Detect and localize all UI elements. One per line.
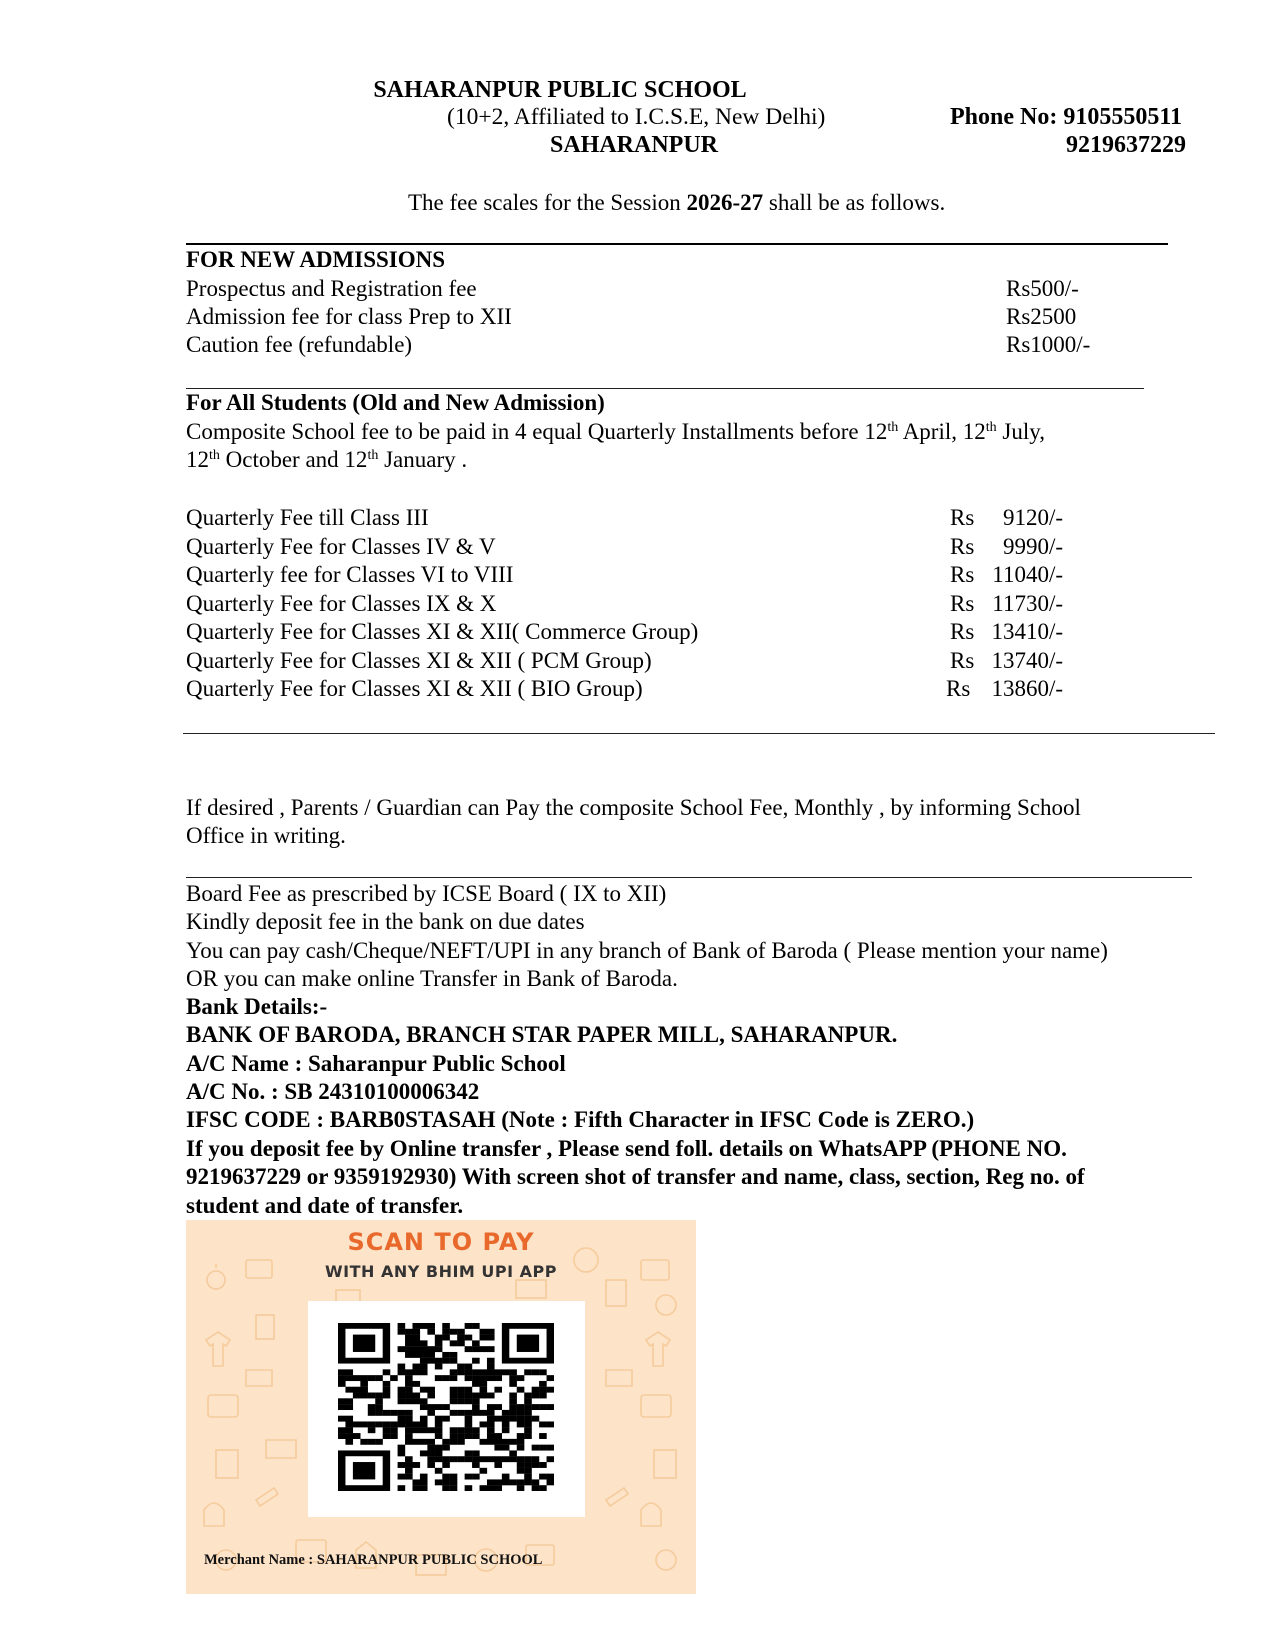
whatsapp-note-line-1: If you deposit fee by Online transfer , Please send foll. details on WhatsAPP (PHONE NO. bbox=[186, 1136, 1067, 1161]
quarterly-fee-label: Quarterly Fee for Classes XI & XII( Commerce Group) bbox=[186, 619, 699, 644]
ifsc-code: IFSC CODE : BARB0STASAH (Note : Fifth Character in IFSC Code is ZERO.) bbox=[186, 1107, 975, 1132]
bank-details-heading: Bank Details:- bbox=[186, 994, 328, 1019]
account-number: A/C No. : SB 24310100006342 bbox=[186, 1079, 480, 1104]
school-city: SAHARANPUR bbox=[550, 132, 718, 158]
bhim-upi-subtitle: WITH ANY BHIM UPI APP bbox=[324, 1262, 557, 1281]
ordinal-suffix: th bbox=[367, 448, 379, 463]
whatsapp-note-line-3: student and date of transfer. bbox=[186, 1193, 464, 1218]
whatsapp-note-line-2: 9219637229 or 9359192930) With screen shot of transfer and name, class, section, Reg no. of bbox=[186, 1164, 1085, 1189]
divider-top bbox=[186, 243, 1168, 245]
fee-amount: Rs500/- bbox=[1006, 276, 1079, 301]
qr-code-icon[interactable] bbox=[338, 1323, 554, 1491]
quarterly-fee-amount: 13860/- bbox=[991, 676, 1063, 701]
bank-branch: BANK OF BARODA, BRANCH STAR PAPER MILL, SAHARANPUR. bbox=[186, 1022, 898, 1047]
monthly-note-line-2: Office in writing. bbox=[186, 823, 346, 848]
quarterly-fee-label: Quarterly fee for Classes VI to VIII bbox=[186, 562, 514, 587]
account-name: A/C Name : Saharanpur Public School bbox=[186, 1051, 566, 1076]
quarterly-fee-label: Quarterly Fee for Classes XI & XII ( PCM Group) bbox=[186, 647, 652, 673]
phone-number-secondary: 9219637229 bbox=[1066, 132, 1186, 158]
quarterly-fee-currency: Rs bbox=[950, 647, 975, 673]
fee-label: Admission fee for class Prep to XII bbox=[186, 304, 512, 329]
quarterly-fee-label: Quarterly Fee for Classes XI & XII ( BIO Group) bbox=[186, 676, 643, 701]
quarterly-fee-currency: Rs bbox=[946, 676, 971, 701]
monthly-note-line-1: If desired , Parents / Guardian can Pay the composite School Fee, Monthly , by informing School bbox=[186, 795, 1081, 820]
installment-text: 12 bbox=[186, 447, 209, 472]
school-name: SAHARANPUR PUBLIC SCHOOL bbox=[373, 77, 747, 103]
school-affiliation: (10+2, Affiliated to I.C.S.E, New Delhi) bbox=[447, 104, 826, 130]
ordinal-suffix: th bbox=[985, 420, 997, 435]
fee-amount: Rs1000/- bbox=[1006, 332, 1091, 357]
quarterly-fee-label: Quarterly Fee till Class III bbox=[186, 505, 429, 530]
installment-note-line-2 bbox=[186, 446, 467, 474]
quarterly-fee-amount: 9990/- bbox=[1002, 533, 1063, 559]
ordinal-suffix: th bbox=[209, 448, 220, 463]
divider-quarterly bbox=[183, 733, 1215, 734]
scan-to-pay-title: SCAN TO PAY bbox=[347, 1228, 535, 1256]
quarterly-fee-label: Quarterly Fee for Classes IX & X bbox=[186, 590, 497, 616]
installment-text: January . bbox=[378, 447, 468, 472]
installment-text: July, bbox=[996, 419, 1045, 444]
divider-monthly bbox=[186, 877, 1192, 878]
installment-text: Composite School fee to be paid in 4 equal Quarterly Installments before 12 bbox=[186, 419, 888, 444]
new-admissions-heading: FOR NEW ADMISSIONS bbox=[186, 247, 446, 272]
quarterly-fee-amount: 9120/- bbox=[1002, 505, 1063, 530]
quarterly-fee-currency: Rs bbox=[950, 590, 975, 616]
installment-text: October and 12 bbox=[219, 447, 368, 472]
upi-qr-card bbox=[186, 1220, 696, 1594]
session-intro bbox=[408, 189, 945, 217]
board-fee-note: Board Fee as prescribed by ICSE Board ( IX to XII) bbox=[186, 881, 667, 906]
all-students-heading: For All Students (Old and New Admission) bbox=[186, 390, 605, 415]
deposit-note: Kindly deposit fee in the bank on due dates bbox=[186, 909, 585, 934]
quarterly-fee-amount: 13410/- bbox=[991, 619, 1063, 644]
quarterly-fee-currency: Rs bbox=[950, 533, 975, 559]
qr-code-frame bbox=[308, 1301, 585, 1517]
online-transfer-note: OR you can make online Transfer in Bank of Baroda. bbox=[186, 966, 678, 991]
fee-label: Prospectus and Registration fee bbox=[186, 276, 477, 301]
quarterly-fee-currency: Rs bbox=[950, 562, 975, 587]
installment-text: April, 12 bbox=[898, 419, 986, 444]
intro-prefix: The fee scales for the Session bbox=[408, 190, 687, 215]
phone-number-primary: Phone No: 9105550511 bbox=[950, 104, 1183, 130]
intro-suffix: shall be as follows. bbox=[763, 190, 946, 215]
installment-note-line-1 bbox=[186, 418, 1045, 446]
quarterly-fee-currency: Rs bbox=[950, 619, 975, 644]
payment-methods-note: You can pay cash/Cheque/NEFT/UPI in any branch of Bank of Baroda ( Please mention your name) bbox=[186, 938, 1108, 963]
fee-label: Caution fee (refundable) bbox=[186, 332, 413, 357]
fee-amount: Rs2500 bbox=[1006, 304, 1077, 329]
session-year: 2026-27 bbox=[686, 190, 764, 215]
quarterly-fee-currency: Rs bbox=[950, 505, 975, 530]
quarterly-fee-amount: 13740/- bbox=[991, 647, 1063, 673]
quarterly-fee-label: Quarterly Fee for Classes IV & V bbox=[186, 533, 496, 559]
ordinal-suffix: th bbox=[887, 420, 899, 435]
quarterly-fee-amount: 11040/- bbox=[992, 562, 1063, 587]
quarterly-fee-amount: 11730/- bbox=[992, 590, 1063, 616]
merchant-name: Merchant Name : SAHARANPUR PUBLIC SCHOOL bbox=[204, 1552, 543, 1568]
